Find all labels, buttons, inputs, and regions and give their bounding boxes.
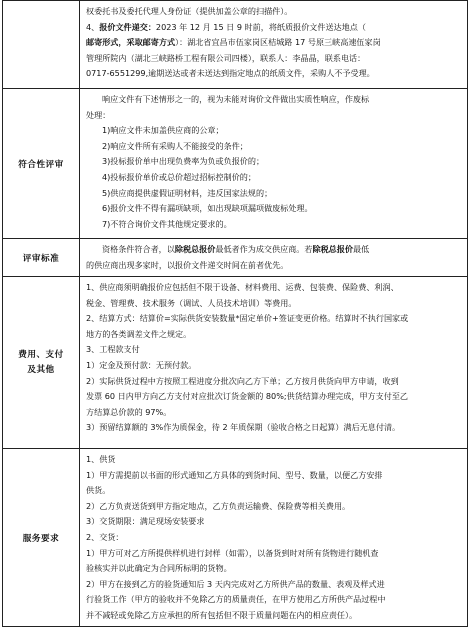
service-line: 验核实并以此确定为合同所标明的货物。 — [86, 563, 232, 574]
submission-line-4: 管理所院内（湖北三峡路桥工程有限公司四楼），联系人：李晶晶，联系电话： — [86, 52, 366, 63]
payment-line: 3、工程款支付 — [86, 344, 140, 355]
row-compliance — [3, 89, 468, 239]
row-service — [3, 449, 468, 627]
evaluation-criteria-content — [80, 239, 468, 277]
criteria-text: 最低 — [352, 244, 370, 254]
service-requirements-content — [80, 449, 468, 627]
submission-address: ）：湖北省宜昌市伍家岗区桔城路 17 号原三峡高速伍家岗 — [175, 37, 381, 48]
service-line: 1）甲方可对乙方所提供样机进行封样（如需），以备货到时对所有货物进行随机查 — [86, 547, 379, 558]
submission-deadline: 2023 年 12 月 15 日 9 时前，将纸质报价文件送达地点（ — [155, 21, 366, 32]
submission-line-2 — [86, 20, 463, 36]
compliance-item: 6)报价文件不得有漏项缺项，如出现缺项漏项做废标处理。 — [102, 203, 313, 214]
service-line: 行验货工作（甲方的验收并不免除乙方的质量责任，在甲方使用乙方所供产品过程中 — [86, 594, 386, 605]
submission-line-3 — [86, 35, 463, 51]
service-line: 2）甲方在接到乙方的验货通知后 3 天内完成对乙方所供产品的数量、表观及样式进 — [86, 578, 385, 589]
compliance-item: 1)响应文件未加盖供应商的公章； — [102, 125, 224, 136]
payment-line: 方结算总价款的 97%。 — [86, 406, 172, 417]
submission-line-5: 0717-6551299,逾期送达或者未送达到指定地点的纸质文件，采购人不予受理。 — [86, 68, 375, 79]
compliance-intro: 响应文件有下述情形之一的，视为未能对询价文件做出实质性响应，作废标 — [102, 94, 370, 104]
compliance-item: 5)供应商提供虚假证明材料，违反国家法规的； — [102, 187, 273, 198]
compliance-intro-cont: 处理： — [86, 109, 111, 120]
compliance-review-label: 符合性评审 — [3, 89, 80, 239]
payment-content — [80, 277, 468, 449]
service-line: 3）交货期限：满足现场安装要求 — [86, 516, 205, 527]
submission-line-1: 权委托书及委托代理人身份证（提供加盖公章的扫描件）。 — [86, 6, 293, 16]
requirements-table — [2, 0, 468, 627]
compliance-item: 4)投标报价单价或总价超过招标控制价的； — [102, 171, 256, 182]
service-line: 1）甲方需提前以书面的形式通知乙方具体的到货时间、型号、数量，以便乙方安排 — [86, 469, 383, 480]
payment-label: 费用、支付及其他 — [3, 277, 80, 449]
service-requirements-label: 服务要求 — [3, 449, 80, 627]
criteria-text: 最低者作为成交供应商。若 — [215, 244, 313, 254]
row-submission-label — [3, 1, 80, 89]
row-criteria — [3, 239, 468, 277]
payment-line: 3）预留结算额的 3%作为质保金，待 2 年质保期（验收合格之日起算）满后无息付清。 — [86, 422, 401, 433]
criteria-emphasis: 除税总报价 — [312, 244, 353, 254]
compliance-review-content — [80, 89, 468, 239]
payment-line: 1、供应商须明确报价应包括但不限于设备、材料费用、运费、包装费、保险费、利润、 — [86, 282, 399, 292]
payment-line: 地方的各类调差文件之规定。 — [86, 328, 192, 339]
payment-line: 发票 60 日内甲方向乙方支付对应批次订货金额的 80%;供货结算办理完成，甲方支付至乙 — [86, 391, 409, 402]
procurement-document — [2, 0, 468, 626]
criteria-line-2: 的供应商出现多家时，以报价文件递交时间在前者优先。 — [86, 259, 289, 270]
mail-method: 邮寄形式，采取邮寄方式 — [86, 37, 176, 48]
service-line: 2、交货： — [86, 531, 124, 542]
row-submission-content — [80, 1, 468, 89]
criteria-emphasis: 除税总报价 — [174, 244, 216, 254]
service-line: 2）乙方负责送货到甲方指定地点，乙方负责运输费、保险费等相关费用。 — [86, 500, 351, 511]
service-line: 供货。 — [86, 485, 111, 496]
compliance-item: 7)不符合询价文件其他规定要求的。 — [102, 218, 232, 229]
item-number: 4、 — [86, 21, 100, 32]
payment-line: 税金、管理费、技术服务（调试、人员技术培训）等费用。 — [86, 297, 297, 308]
row-payment — [3, 277, 468, 449]
payment-line: 2）实际供货过程中方按照工程进度分批次向乙方下单；乙方按月供货向甲方申请，收到 — [86, 375, 399, 386]
evaluation-criteria-label: 评审标准 — [3, 239, 80, 277]
compliance-item: 2)响应文件所有采购人不能接受的条件； — [102, 140, 248, 151]
service-line: 并不减轻或免除乙方应承担的所有包括但不限于质量问题在内的相应责任）。 — [86, 609, 358, 620]
payment-line: 2、结算方式：结算价=实际供货安装数量*固定单价+签证变更价格。结算时不执行国家或 — [86, 313, 409, 324]
criteria-text: 资格条件符合者，以 — [102, 244, 175, 254]
criteria-line-1 — [86, 242, 463, 258]
payment-line: 1）定金及预付款：无预付款。 — [86, 359, 197, 370]
row-submission — [3, 1, 468, 89]
submission-heading: 报价文件递交： — [99, 21, 156, 32]
service-line: 1、供货 — [86, 454, 116, 464]
compliance-item: 3)投标报价单中出现负费率为负或负报价的； — [102, 156, 265, 167]
